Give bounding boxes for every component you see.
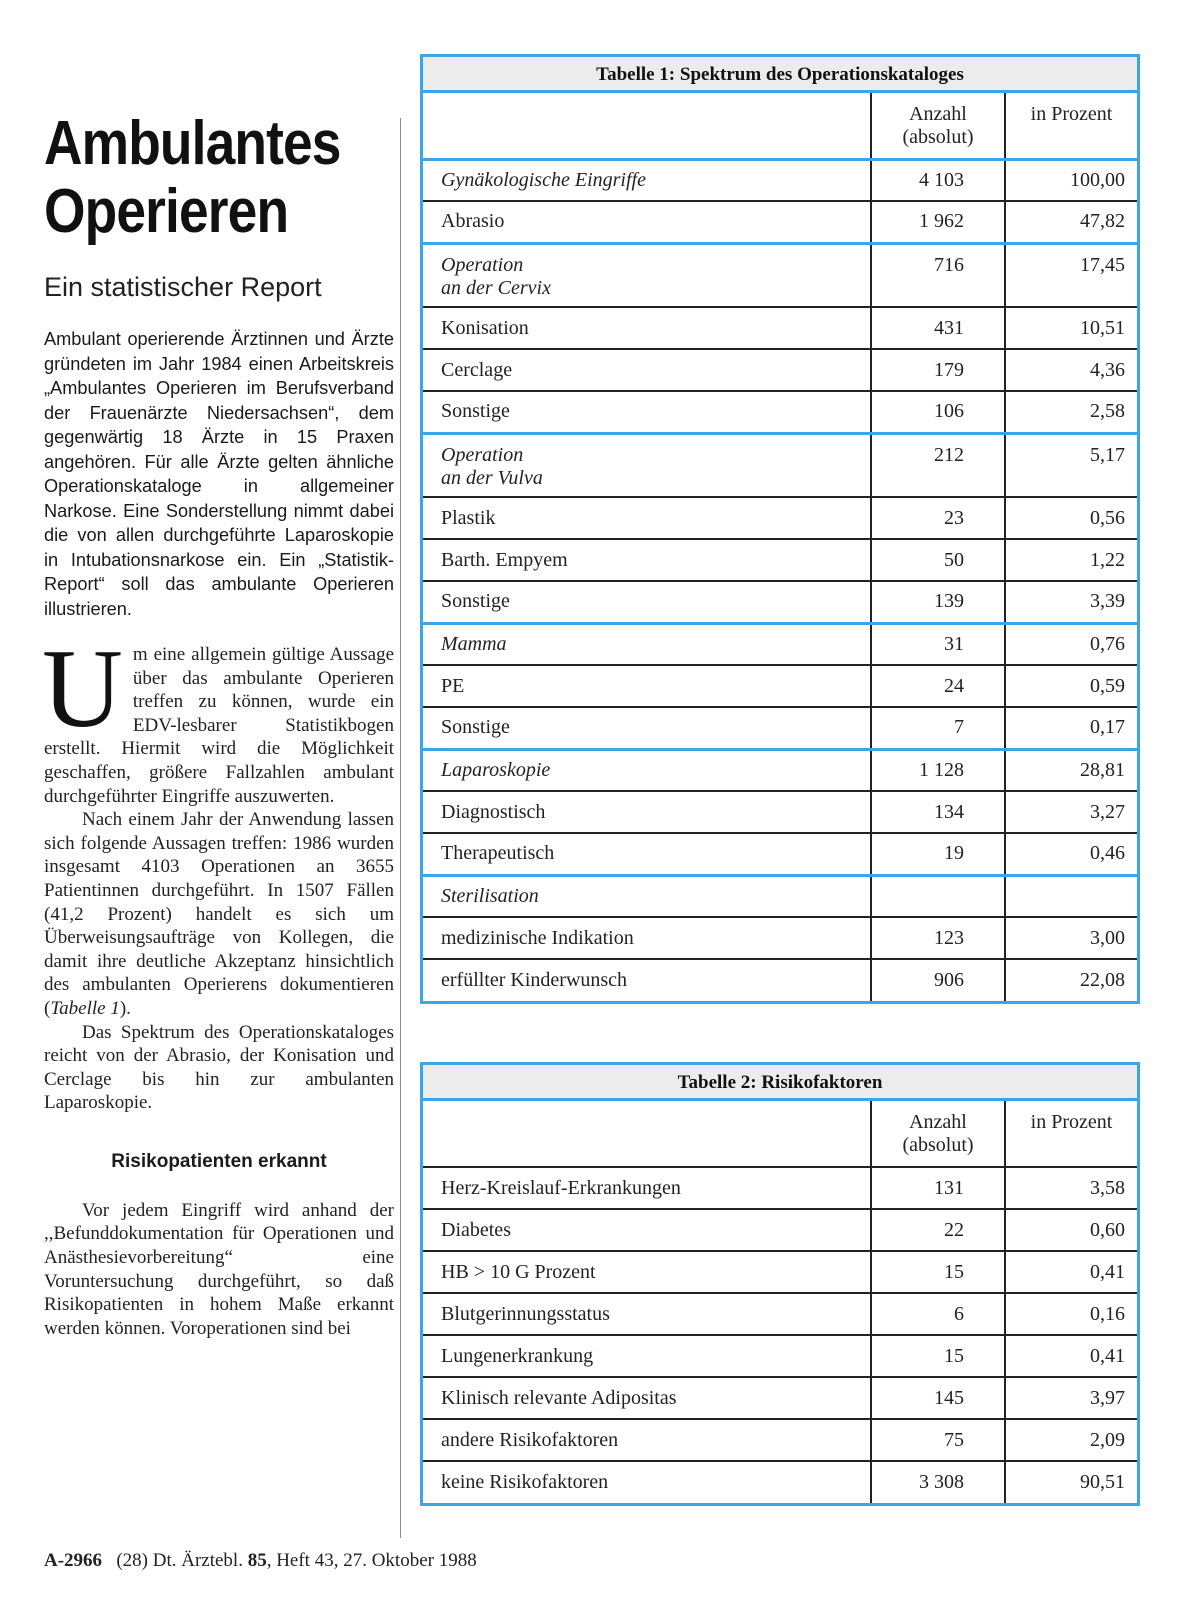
row-label-line-1: Operation <box>441 253 524 276</box>
row-count: 1 128 <box>871 749 1005 791</box>
header-count-line-2: (absolut) <box>902 126 974 148</box>
table-1-caption: Tabelle 1: Spektrum des Operationskataloges <box>423 57 1137 93</box>
row-label: erfüllter Kinderwunsch <box>423 959 871 1001</box>
table-row <box>423 1335 1137 1377</box>
table-2-grid <box>423 1101 1137 1503</box>
section-heading: Risikopatienten erkannt <box>111 1150 327 1172</box>
row-count: 15 <box>871 1335 1005 1377</box>
row-label: Herz-Kreislauf-Erkrankungen <box>423 1167 871 1209</box>
row-label: Sonstige <box>423 707 871 749</box>
row-count: 179 <box>871 349 1005 391</box>
row-label: Therapeutisch <box>423 833 871 875</box>
table-2-header-pct: in Prozent <box>1005 1101 1137 1167</box>
table-1-header-pct: in Prozent <box>1005 93 1137 159</box>
table-row <box>423 391 1137 433</box>
lead-paragraph: Ambulant operierende Ärztinnen und Ärzte gründeten im Jahr 1984 einen Arbeitskreis „Ambulantes Operieren im Berufsverband der Frauenärzte Niedersachsen“, dem gegenwärtig 18 Ärzte in 15 Praxen angehören. Für alle Ärzte gelten ähnliche Operationskataloge in allgemeiner Narkose. Eine Sonderstellung nimmt dabei die von allen durchgeführte Laparoskopie in Intubationsnarkose ein. Ein „Statistik-Report“ soll das ambulante Operieren illustrieren. <box>44 329 394 619</box>
table-row <box>423 917 1137 959</box>
table-row <box>423 243 1137 307</box>
table-row <box>423 1167 1137 1209</box>
article-title <box>44 110 405 246</box>
article-subtitle: Ein statistischer Report <box>44 272 322 302</box>
row-pct: 2,09 <box>1005 1419 1137 1461</box>
table-row <box>423 1419 1137 1461</box>
row-label: Diagnostisch <box>423 791 871 833</box>
journal-issue: , Heft 43, 27. Oktober 1988 <box>266 1550 477 1571</box>
row-pct: 0,76 <box>1005 623 1137 665</box>
table-row <box>423 539 1137 581</box>
table-1-header-label <box>423 93 871 159</box>
table-2-caption: Tabelle 2: Risikofaktoren <box>423 1065 1137 1101</box>
row-pct: 0,17 <box>1005 707 1137 749</box>
row-count: 4 103 <box>871 159 1005 201</box>
row-pct: 3,97 <box>1005 1377 1137 1419</box>
body-paragraph-2-text: Nach einem Jahr der Anwendung lassen sich folgende Aussagen treffen: 1986 wurden insgesamt 4103 Operationen an 3655 Patientinnen durchgeführt. In 1507 Fällen (41,2 Prozent) handelt es sich um Überweisungsaufträge von Kollegen, die damit ihre deutliche Akzeptanz hinsichtlich des ambulanten Operierens dokumentieren ( <box>44 809 394 1019</box>
row-label: Abrasio <box>423 201 871 243</box>
row-pct: 22,08 <box>1005 959 1137 1001</box>
title-line-1: Ambulantes <box>44 109 341 178</box>
row-label-line-1: Operation <box>441 443 524 466</box>
row-count: 24 <box>871 665 1005 707</box>
page-footer <box>44 1550 477 1572</box>
row-pct: 10,51 <box>1005 307 1137 349</box>
table-1-header-count <box>871 93 1005 159</box>
row-label: Gynäkologische Eingriffe <box>423 159 871 201</box>
table-reference: Tabelle 1 <box>50 997 120 1019</box>
row-label: Klinisch relevante Adipositas <box>423 1377 871 1419</box>
row-pct: 1,22 <box>1005 539 1137 581</box>
table-row <box>423 201 1137 243</box>
row-label <box>423 433 871 497</box>
drop-cap: U <box>42 627 123 751</box>
table-row <box>423 1293 1137 1335</box>
header-count-line-1: Anzahl <box>909 1111 967 1133</box>
table-row <box>423 791 1137 833</box>
row-label: Blutgerinnungsstatus <box>423 1293 871 1335</box>
row-pct: 3,58 <box>1005 1167 1137 1209</box>
header-count-line-2: (absolut) <box>902 1134 974 1156</box>
row-count: 139 <box>871 581 1005 623</box>
row-pct: 90,51 <box>1005 1461 1137 1503</box>
row-count: 23 <box>871 497 1005 539</box>
journal-volume: 85 <box>247 1550 267 1571</box>
row-label: Konisation <box>423 307 871 349</box>
row-label-line-2: an der Cervix <box>441 276 551 299</box>
body-paragraph-1-text: m eine allgemein gültige Aussage über das ambulante Operieren treffen zu können, wurde ein EDV-lesbarer Statistikbogen erstellt. Hiermit wird die Möglichkeit geschaffen, größere Fallzahlen ambulant durchgeführter Eingriffe auszuwerten. <box>44 644 394 807</box>
table-2-header-label <box>423 1101 871 1167</box>
row-label: HB > 10 G Prozent <box>423 1251 871 1293</box>
table-2-header-count <box>871 1101 1005 1167</box>
article-column <box>44 110 394 1340</box>
row-label: Laparoskopie <box>423 749 871 791</box>
body-paragraph-3: Das Spektrum des Operationskataloges reicht von der Abrasio, der Konisation und Cerclage bis hin zur ambulanten Laparoskopie. <box>44 1021 394 1114</box>
table-row <box>423 1377 1137 1419</box>
row-label: Cerclage <box>423 349 871 391</box>
row-pct: 17,45 <box>1005 243 1137 307</box>
table-row <box>423 159 1137 201</box>
row-pct: 0,56 <box>1005 497 1137 539</box>
row-label <box>423 243 871 307</box>
table-2-header-row <box>423 1101 1137 1167</box>
row-count: 134 <box>871 791 1005 833</box>
row-count: 212 <box>871 433 1005 497</box>
row-pct: 47,82 <box>1005 201 1137 243</box>
table-row <box>423 307 1137 349</box>
row-label: Lungenerkrankung <box>423 1335 871 1377</box>
row-count: 1 962 <box>871 201 1005 243</box>
row-pct: 0,41 <box>1005 1335 1137 1377</box>
row-label-line-2: an der Vulva <box>441 466 543 489</box>
row-count: 19 <box>871 833 1005 875</box>
row-count: 3 308 <box>871 1461 1005 1503</box>
table-row <box>423 623 1137 665</box>
row-count: 75 <box>871 1419 1005 1461</box>
table-row <box>423 959 1137 1001</box>
row-pct: 0,46 <box>1005 833 1137 875</box>
row-count: 131 <box>871 1167 1005 1209</box>
row-label: Plastik <box>423 497 871 539</box>
row-pct: 3,27 <box>1005 791 1137 833</box>
body-paragraph-4: Vor jedem Eingriff wird anhand der ,,Befunddokumentation für Operationen und Anästhesievorbereitung“ eine Voruntersuchung durchgeführt, so daß Risikopatienten in hohem Maße erkannt werden können. Voroperationen sind bei <box>44 1199 394 1339</box>
body-paragraph-2 <box>44 808 394 1020</box>
page-number: A-2966 <box>44 1550 103 1571</box>
table-2 <box>420 1062 1140 1506</box>
row-pct: 4,36 <box>1005 349 1137 391</box>
row-label: Sterilisation <box>423 875 871 917</box>
table-1 <box>420 54 1140 1004</box>
row-pct: 28,81 <box>1005 749 1137 791</box>
row-count: 906 <box>871 959 1005 1001</box>
table-row <box>423 707 1137 749</box>
row-count: 431 <box>871 307 1005 349</box>
table-row <box>423 875 1137 917</box>
row-label: andere Risikofaktoren <box>423 1419 871 1461</box>
table-row <box>423 833 1137 875</box>
row-count: 123 <box>871 917 1005 959</box>
row-pct: 0,16 <box>1005 1293 1137 1335</box>
row-count: 15 <box>871 1251 1005 1293</box>
header-count-line-1: Anzahl <box>909 103 967 125</box>
row-pct <box>1005 875 1137 917</box>
table-row <box>423 749 1137 791</box>
title-line-2: Operieren <box>44 177 289 246</box>
row-pct: 3,00 <box>1005 917 1137 959</box>
row-count: 6 <box>871 1293 1005 1335</box>
row-label: keine Risikofaktoren <box>423 1461 871 1503</box>
journal-name: (28) Dt. Ärztebl. <box>116 1550 243 1571</box>
row-pct: 5,17 <box>1005 433 1137 497</box>
row-label: PE <box>423 665 871 707</box>
row-count: 22 <box>871 1209 1005 1251</box>
row-pct: 0,60 <box>1005 1209 1137 1251</box>
row-count: 145 <box>871 1377 1005 1419</box>
table-row <box>423 433 1137 497</box>
row-count: 7 <box>871 707 1005 749</box>
table-row <box>423 1251 1137 1293</box>
table-1-grid <box>423 93 1137 1001</box>
table-row <box>423 581 1137 623</box>
row-label: Mamma <box>423 623 871 665</box>
row-pct: 0,59 <box>1005 665 1137 707</box>
row-count <box>871 875 1005 917</box>
row-label: Diabetes <box>423 1209 871 1251</box>
row-label: Sonstige <box>423 581 871 623</box>
row-pct: 3,39 <box>1005 581 1137 623</box>
table-row <box>423 497 1137 539</box>
row-pct: 2,58 <box>1005 391 1137 433</box>
table-row <box>423 665 1137 707</box>
row-count: 716 <box>871 243 1005 307</box>
row-count: 31 <box>871 623 1005 665</box>
row-pct: 0,41 <box>1005 1251 1137 1293</box>
column-divider <box>400 118 401 1538</box>
row-label: medizinische Indikation <box>423 917 871 959</box>
table-1-header-row <box>423 93 1137 159</box>
body-paragraph-2-end: ). <box>119 997 131 1019</box>
table-row <box>423 1209 1137 1251</box>
row-label: Sonstige <box>423 391 871 433</box>
row-count: 50 <box>871 539 1005 581</box>
body-paragraph-1 <box>42 627 394 808</box>
row-label: Barth. Empyem <box>423 539 871 581</box>
table-row <box>423 1461 1137 1503</box>
row-count: 106 <box>871 391 1005 433</box>
table-row <box>423 349 1137 391</box>
row-pct: 100,00 <box>1005 159 1137 201</box>
